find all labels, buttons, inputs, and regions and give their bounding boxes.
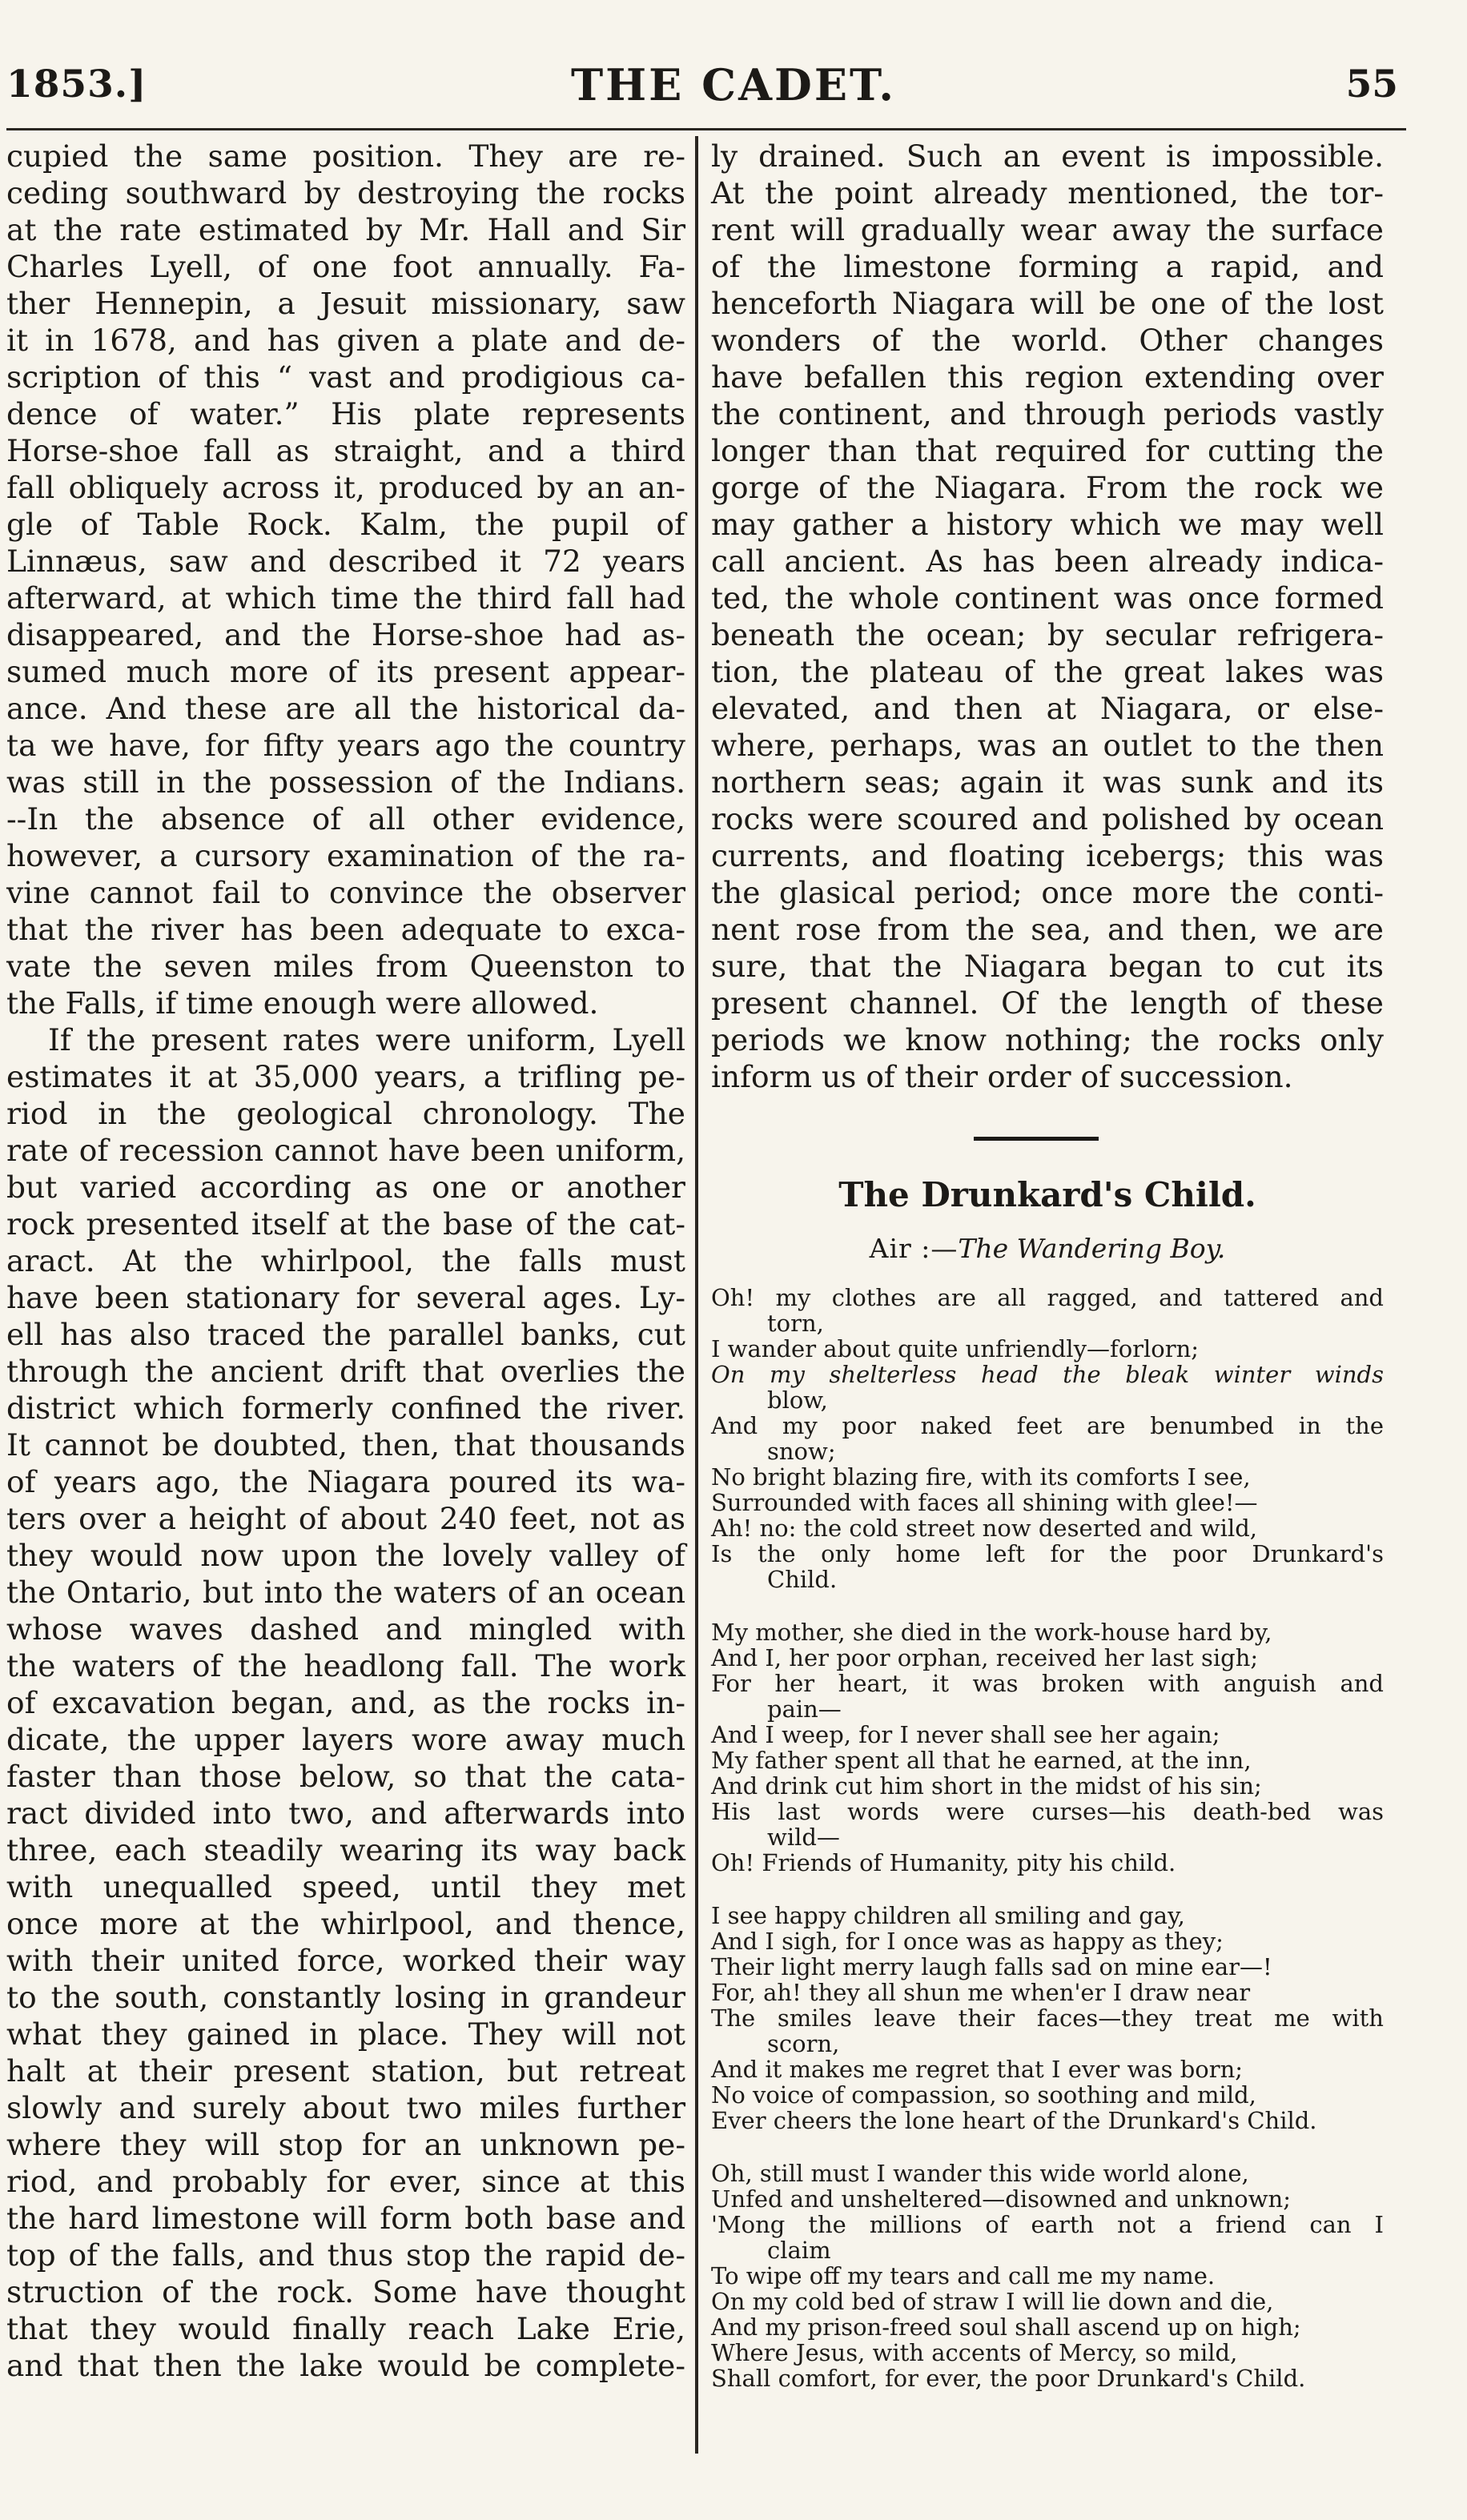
- right-paragraph: [711, 138, 1384, 1095]
- text-line: riod in the geological chronology. The: [6, 1096, 685, 1131]
- poem-line: Is the only home left for the poor Drunkard's: [711, 1540, 1384, 1567]
- text-line: vine cannot fail to convince the observer: [6, 875, 685, 910]
- text-line: where, perhaps, was an outlet to the then: [711, 728, 1384, 763]
- text-line: it in 1678, and has given a plate and de-: [6, 323, 685, 358]
- poem-line: And I, her poor orphan, received her last sigh;: [711, 1644, 1259, 1671]
- text-line: but varied according as one or another: [6, 1170, 685, 1205]
- text-line: ther Hennepin, a Jesuit missionary, saw: [6, 286, 685, 321]
- text-line: elevated, and then at Niagara, or else-: [711, 691, 1384, 726]
- poem-line: snow;: [767, 1438, 836, 1465]
- text-line: present channel. Of the length of these: [711, 985, 1384, 1021]
- left-column: [6, 138, 685, 2384]
- text-line: the glasical period; once more the conti-: [711, 875, 1384, 910]
- text-line: At the point already mentioned, the tor-: [711, 175, 1384, 211]
- text-line: inform us of their order of succession.: [711, 1059, 1293, 1094]
- text-line: top of the falls, and thus stop the rapid de-: [6, 2237, 685, 2273]
- text-line: they would now upon the lovely valley of: [6, 1538, 685, 1573]
- text-line: dence of water.” His plate represents: [6, 396, 685, 431]
- text-line: ted, the whole continent was once formed: [711, 580, 1384, 616]
- text-line: rate of recession cannot have been uniform,: [6, 1133, 685, 1168]
- text-line: faster than those below, so that the cata-: [6, 1759, 685, 1794]
- poem-line: And drink cut him short in the midst of his sin;: [711, 1772, 1262, 1800]
- page-header: [0, 59, 1467, 126]
- poem-line: My father spent all that he earned, at the inn,: [711, 1747, 1252, 1774]
- text-line: what they gained in place. They will not: [6, 2016, 685, 2052]
- text-line: of years ago, the Niagara poured its wa-: [6, 1464, 685, 1499]
- poem-line: I wander about quite unfriendly—forlorn;: [711, 1335, 1200, 1362]
- text-line: gorge of the Niagara. From the rock we: [711, 470, 1384, 505]
- text-line: vate the seven miles from Queenston to: [6, 949, 685, 984]
- poem-air: [711, 1233, 1384, 1264]
- poem-line: His last words were curses—his death-bed was: [711, 1798, 1384, 1825]
- poem-line: No bright blazing fire, with its comforts I see,: [711, 1463, 1251, 1491]
- poem-line: Oh, still must I wander this wide world alone,: [711, 2160, 1249, 2187]
- poem-line: And I sigh, for I once was as happy as they;: [711, 1928, 1224, 1955]
- text-line: halt at their present station, but retreat: [6, 2053, 685, 2089]
- poem-line: claim: [767, 2237, 831, 2264]
- text-line: whose waves dashed and mingled with: [6, 1611, 685, 1647]
- text-line: the continent, and through periods vastly: [711, 396, 1384, 431]
- text-line: disappeared, and the Horse-shoe had as-: [6, 617, 685, 652]
- text-line: rocks were scoured and polished by ocean: [711, 801, 1384, 837]
- poem-line: blow,: [767, 1386, 828, 1414]
- poem-line: I see happy children all smiling and gay,: [711, 1902, 1185, 1929]
- poem-line: wild—: [767, 1824, 840, 1851]
- text-line: riod, and probably for ever, since at this: [6, 2164, 685, 2199]
- text-line: through the ancient drift that overlies the: [6, 1354, 685, 1389]
- text-line: to the south, constantly losing in grandeur: [6, 1980, 685, 2015]
- poem-line: My mother, she died in the work-house hard by,: [711, 1619, 1272, 1646]
- text-line: fall obliquely across it, produced by an an-: [6, 470, 685, 505]
- text-line: the hard limestone will form both base and: [6, 2201, 685, 2236]
- text-line: where they will stop for an unknown pe-: [6, 2127, 685, 2162]
- poem-line: For her heart, it was broken with anguish and: [711, 1670, 1384, 1697]
- poem-line: Where Jesus, with accents of Mercy, so mild,: [711, 2339, 1238, 2366]
- text-line: that they would finally reach Lake Erie,: [6, 2311, 685, 2346]
- text-line: ceding southward by destroying the rocks: [6, 175, 685, 211]
- text-line: the Ontario, but into the waters of an ocean: [6, 1575, 685, 1610]
- air-tune: The Wandering Boy.: [958, 1233, 1226, 1264]
- poem-stanza-4: [711, 2161, 1384, 2391]
- text-line: ters over a height of about 240 feet, not as: [6, 1501, 685, 1536]
- text-line: periods we know nothing; the rocks only: [711, 1022, 1384, 1057]
- text-line: slowly and surely about two miles further: [6, 2090, 685, 2125]
- text-line: call ancient. As has been already indica-: [711, 544, 1384, 579]
- text-line: nent rose from the sea, and then, we are: [711, 912, 1384, 947]
- text-line: currents, and floating icebergs; this was: [711, 838, 1384, 873]
- poem-line: Ever cheers the lone heart of the Drunkard's Child.: [711, 2107, 1317, 2134]
- text-line: struction of the rock. Some have thought: [6, 2274, 685, 2309]
- poem-line: Surrounded with faces all shining with glee!—: [711, 1489, 1258, 1516]
- poem-line: The smiles leave their faces—they treat me with: [711, 2004, 1384, 2032]
- poem-line: scorn,: [767, 2030, 840, 2057]
- poem-line: On my shelterless head the bleak winter winds: [711, 1361, 1384, 1388]
- text-line: --In the absence of all other evidence,: [6, 801, 685, 837]
- poem-line: Unfed and unsheltered—disowned and unknown;: [711, 2185, 1292, 2213]
- poem-body: [711, 1285, 1384, 2418]
- left-paragraph-2: [6, 1021, 685, 2384]
- text-line: cupied the same position. They are re-: [6, 138, 685, 174]
- text-line: Linnæus, saw and described it 72 years: [6, 544, 685, 579]
- text-line: rent will gradually wear away the surface: [711, 212, 1384, 247]
- text-line: and that then the lake would be complete-: [6, 2348, 685, 2383]
- poem-line: Oh! Friends of Humanity, pity his child.: [711, 1849, 1176, 1876]
- text-line: dicate, the upper layers wore away much: [6, 1722, 685, 1757]
- poem-line: Their light merry laugh falls sad on mine ear—!: [711, 1953, 1272, 1980]
- text-line: district which formerly confined the river.: [6, 1390, 685, 1426]
- text-line: the Falls, if time enough were allowed.: [6, 985, 599, 1021]
- text-line: rock presented itself at the base of the cat-: [6, 1206, 685, 1242]
- text-line: that the river has been adequate to exca-: [6, 912, 685, 947]
- air-label: Air :—: [869, 1233, 959, 1264]
- poem-line: Shall comfort, for ever, the poor Drunkard's Child.: [711, 2365, 1306, 2392]
- text-line: at the rate estimated by Mr. Hall and Sir: [6, 212, 685, 247]
- text-line: tion, the plateau of the great lakes was: [711, 654, 1384, 689]
- poem-line: pain—: [767, 1695, 842, 1723]
- poem-line: For, ah! they all shun me when'er I draw near: [711, 1979, 1251, 2006]
- header-year: 1853.]: [6, 62, 147, 106]
- poem-line: Child.: [767, 1566, 838, 1593]
- left-paragraph-1: [6, 138, 685, 1021]
- text-line: once more at the whirlpool, and thence,: [6, 1906, 685, 1941]
- poem-stanza-1: [711, 1285, 1384, 1592]
- text-line: afterward, at which time the third fall had: [6, 580, 685, 616]
- poem-line: And my poor naked feet are benumbed in the: [711, 1412, 1384, 1439]
- text-line: Charles Lyell, of one foot annually. Fa-: [6, 249, 685, 284]
- poem-title: The Drunkard's Child.: [838, 1175, 1256, 1214]
- text-line: wonders of the world. Other changes: [711, 323, 1384, 358]
- poem-line: And my prison-freed soul shall ascend up on high;: [711, 2313, 1301, 2341]
- text-line: of the limestone forming a rapid, and: [711, 249, 1384, 284]
- poem-line: 'Mong the millions of earth not a friend can I: [711, 2211, 1384, 2238]
- right-column: [711, 138, 1384, 1095]
- poem-line: Oh! my clothes are all ragged, and tattered and: [711, 1284, 1384, 1311]
- text-line: ance. And these are all the historical da-: [6, 691, 685, 726]
- text-line: gle of Table Rock. Kalm, the pupil of: [6, 507, 685, 542]
- section-separator-rule: [974, 1137, 1099, 1141]
- text-line: the waters of the headlong fall. The work: [6, 1648, 685, 1683]
- text-line: aract. At the whirlpool, the falls must: [6, 1243, 685, 1278]
- text-line: may gather a history which we may well: [711, 507, 1384, 542]
- text-line: was still in the possession of the Indians.: [6, 764, 685, 800]
- column-divider: [695, 136, 698, 2454]
- poem-line: On my cold bed of straw I will lie down and die,: [711, 2288, 1274, 2315]
- poem-line: And I weep, for I never shall see her again;: [711, 1721, 1220, 1748]
- text-line: have befallen this region extending over: [711, 359, 1384, 395]
- text-line: If the present rates were uniform, Lyell: [48, 1022, 685, 1057]
- text-line: Horse-shoe fall as straight, and a third: [6, 433, 685, 468]
- text-line: ell has also traced the parallel banks, cut: [6, 1317, 685, 1352]
- text-line: sumed much more of its present appear-: [6, 654, 685, 689]
- text-line: with unequalled speed, until they met: [6, 1869, 685, 1904]
- text-line: henceforth Niagara will be one of the lost: [711, 286, 1384, 321]
- text-line: beneath the ocean; by secular refrigera-: [711, 617, 1384, 652]
- text-line: three, each steadily wearing its way back: [6, 1832, 685, 1868]
- text-line: have been stationary for several ages. Ly-: [6, 1280, 685, 1315]
- header-title: THE CADET.: [570, 59, 897, 110]
- text-line: northern seas; again it was sunk and its: [711, 764, 1384, 800]
- text-line: scription of this “ vast and prodigious ca-: [6, 359, 685, 395]
- header-page-number: 55: [1345, 62, 1398, 106]
- poem-stanza-2: [711, 1619, 1384, 1876]
- poem-line: No voice of compassion, so soothing and mild,: [711, 2081, 1256, 2109]
- text-line: with their united force, worked their way: [6, 1943, 685, 1978]
- poem-stanza-3: [711, 1903, 1384, 2133]
- text-line: ta we have, for fifty years ago the country: [6, 728, 685, 763]
- text-line: It cannot be doubted, then, that thousands: [6, 1427, 685, 1463]
- text-line: longer than that required for cutting the: [711, 433, 1384, 468]
- text-line: however, a cursory examination of the ra-: [6, 838, 685, 873]
- text-line: sure, that the Niagara began to cut its: [711, 949, 1384, 984]
- text-line: ly drained. Such an event is impossible.: [711, 138, 1384, 174]
- header-rule: [6, 128, 1406, 130]
- poem-line: And it makes me regret that I ever was born;: [711, 2056, 1244, 2083]
- poem-line: torn,: [767, 1310, 824, 1337]
- text-line: estimates it at 35,000 years, a trifling pe-: [6, 1059, 685, 1094]
- poem-line: To wipe off my tears and call me my name.: [711, 2262, 1216, 2289]
- text-line: of excavation began, and, as the rocks in-: [6, 1685, 685, 1720]
- text-line: ract divided into two, and afterwards into: [6, 1796, 685, 1831]
- poem-line: Ah! no: the cold street now deserted and wild,: [711, 1515, 1257, 1542]
